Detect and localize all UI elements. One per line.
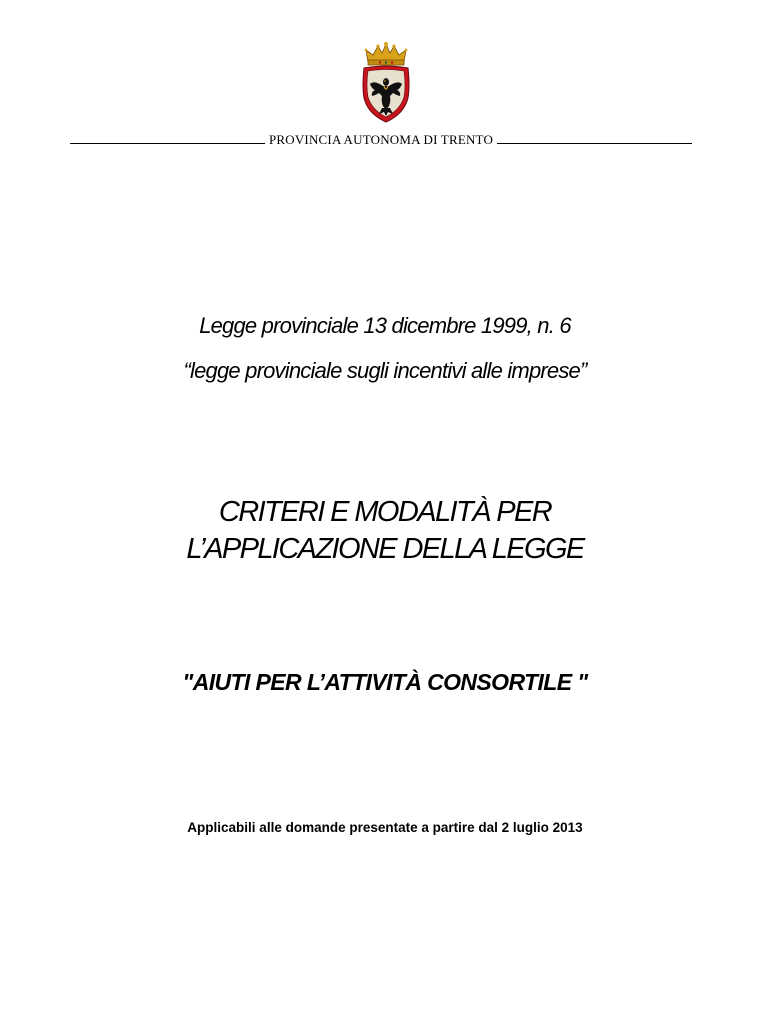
crown-icon (365, 42, 408, 65)
criteria-title-line-1: CRITERI E MODALITÀ PER (218, 496, 552, 528)
law-nickname: “legge provinciale sugli incentivi alle imprese” (183, 358, 587, 383)
criteria-title-line-2: L’APPLICAZIONE DELLA LEGGE (186, 533, 584, 565)
law-reference: Legge provinciale 13 dicembre 1999, n. 6 (199, 313, 571, 338)
applicability-note: Applicabili alle domande presentate a partire dal 2 luglio 2013 (187, 820, 583, 835)
institution-header (70, 130, 692, 150)
aid-program-title: "AIUTI PER L’ATTIVITÀ CONSORTILE " (182, 669, 588, 695)
header-rule-right (497, 143, 692, 144)
header-rule-left (70, 143, 265, 144)
coat-of-arms-icon (360, 40, 412, 124)
criteria-title (0, 494, 770, 568)
institution-name: PROVINCIA AUTONOMA DI TRENTO (268, 132, 494, 147)
